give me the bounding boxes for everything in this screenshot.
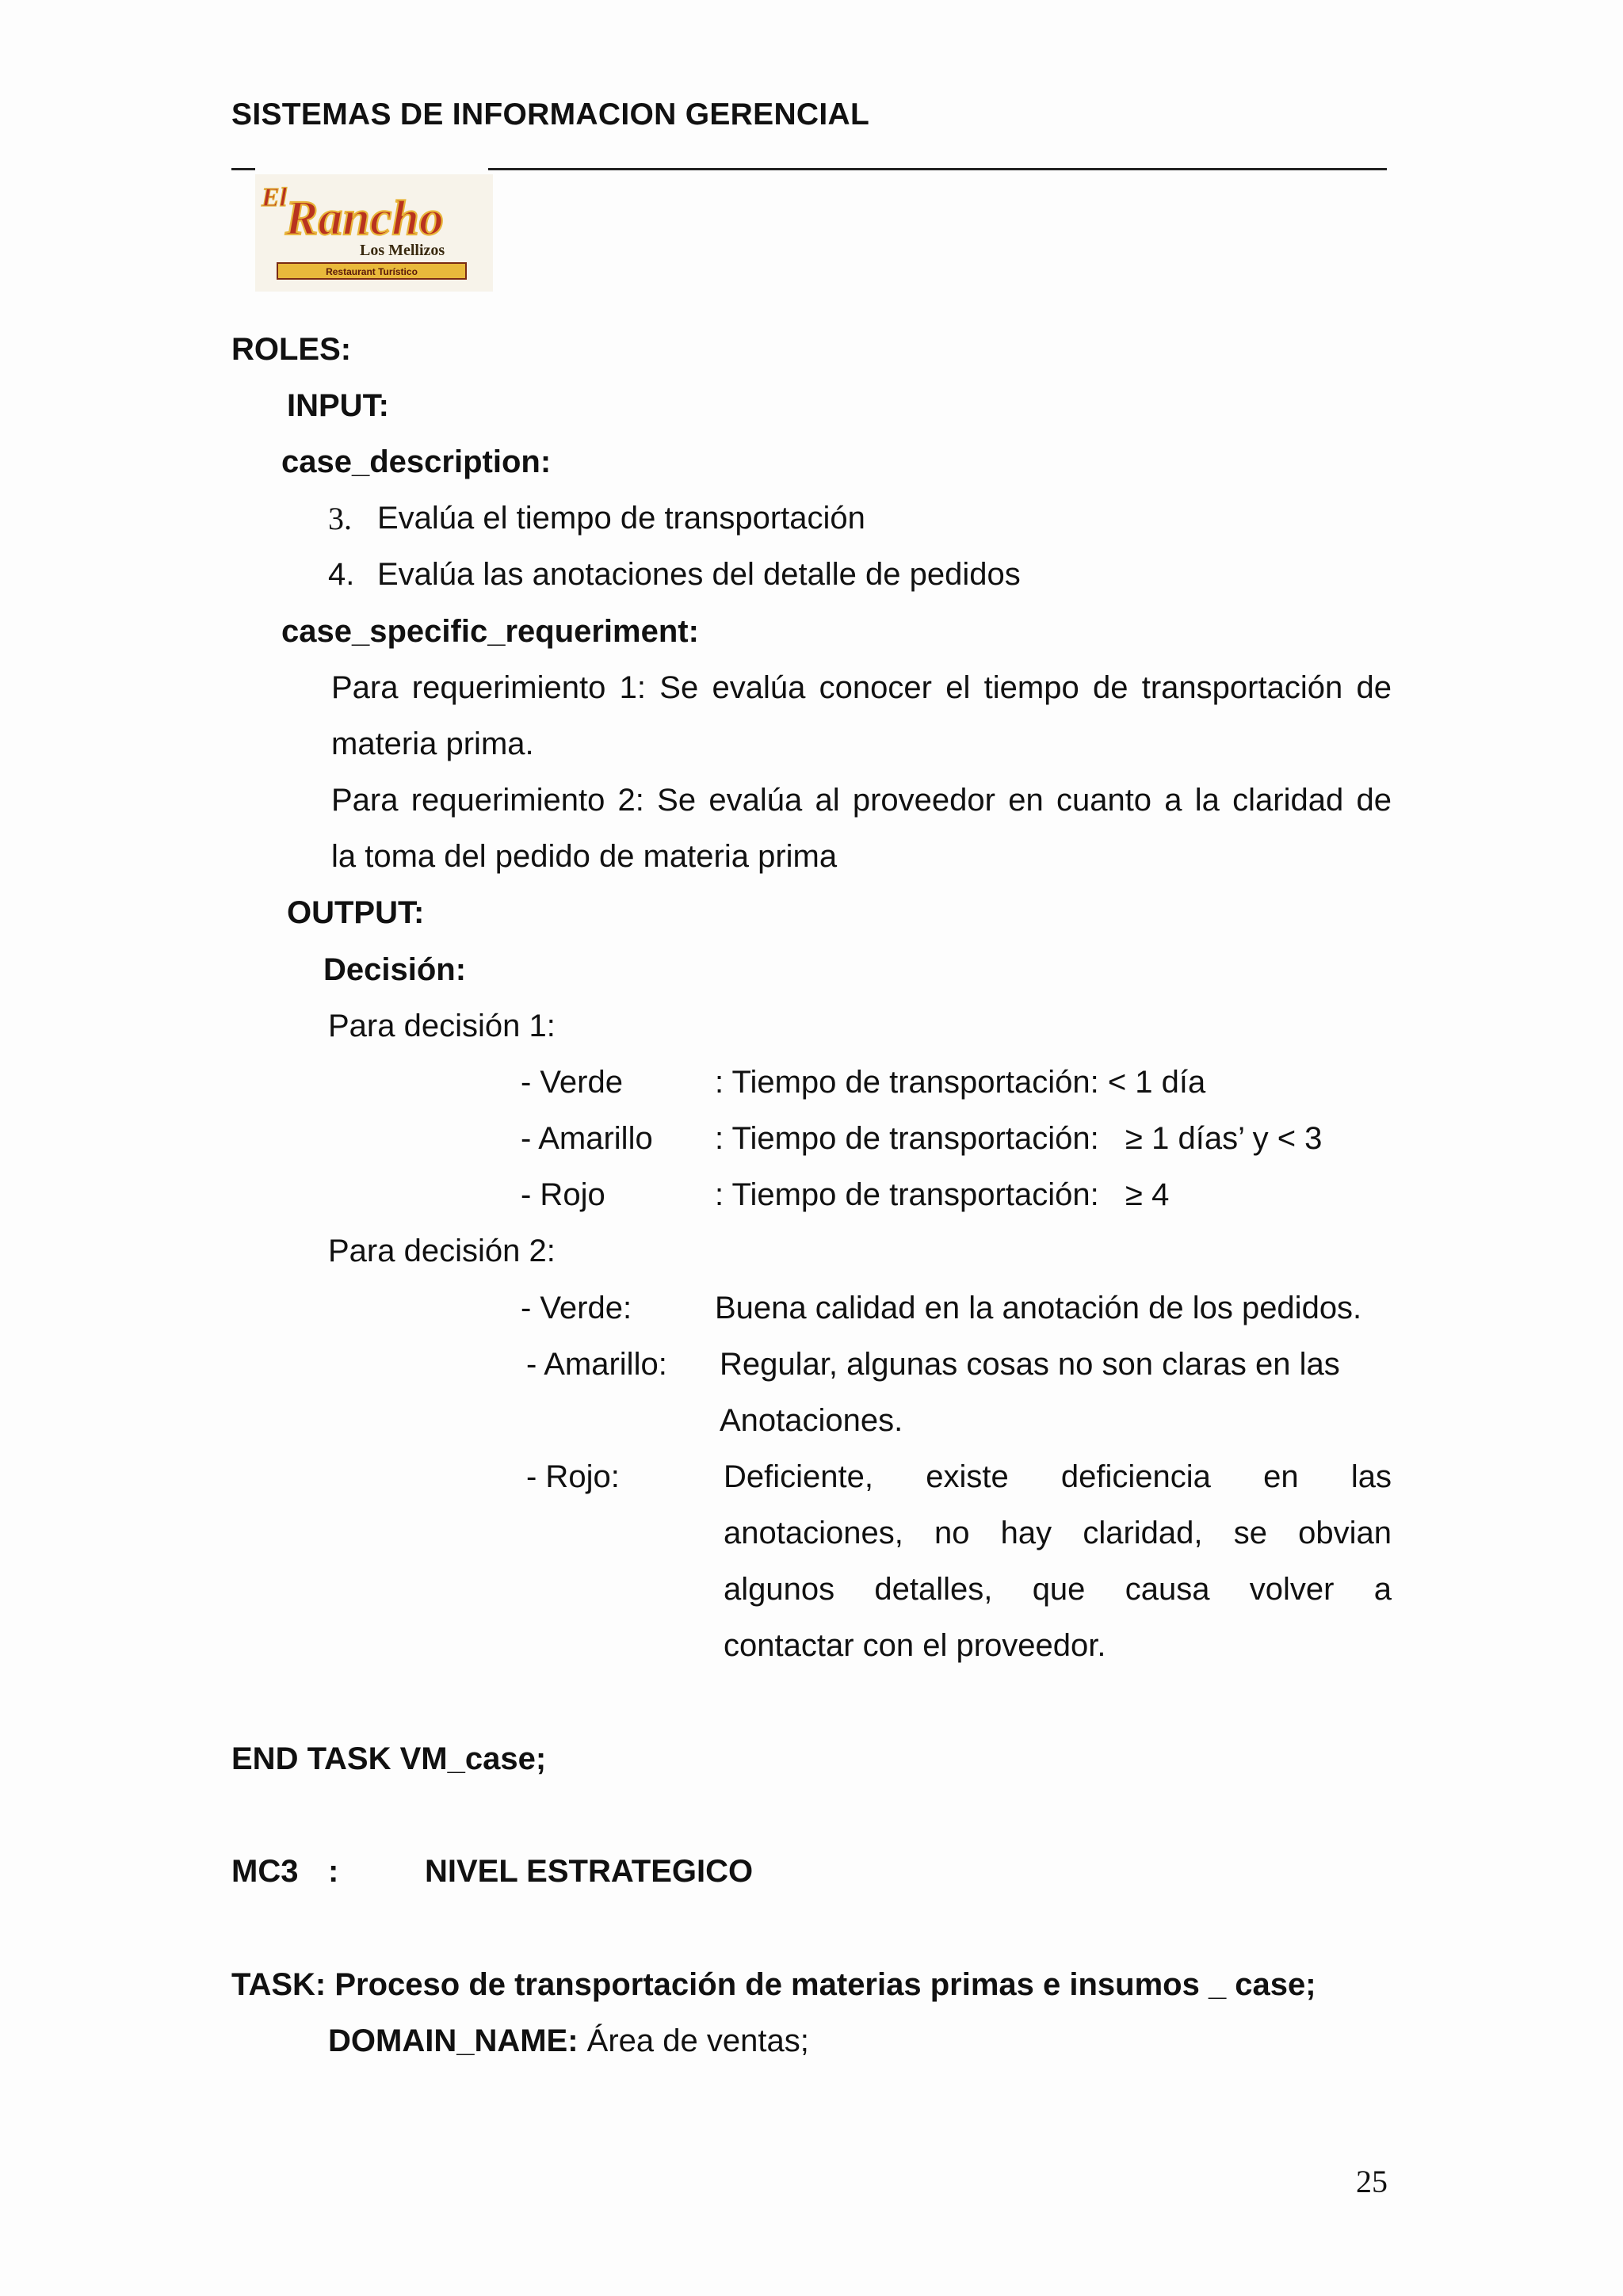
decision-2-text-rojo-4: contactar con el proveedor. (724, 1628, 1106, 1663)
logo-sub: Los Mellizos (360, 242, 445, 259)
case-description-label: case_description: (281, 444, 552, 479)
input-label: INPUT: (287, 388, 389, 423)
decision-2-text-verde: Buena calidad en la anotación de los pedidos. (715, 1291, 1362, 1325)
decision-label: Decisión: (323, 952, 467, 987)
end-task-line: END TASK VM_case; (231, 1741, 547, 1776)
decision-2-label-verde: - Verde: (521, 1291, 632, 1325)
task-line: TASK: Proceso de transportación de materias primas e insumos _ case; (231, 1967, 1316, 2002)
domain-name-label: DOMAIN_NAME: (328, 2023, 579, 2058)
mc3-title: NIVEL ESTRATEGICO (425, 1854, 754, 1889)
decision-2-label-amarillo: - Amarillo: (526, 1347, 667, 1382)
decision-1-text-verde: : Tiempo de transportación: < 1 día (715, 1065, 1206, 1100)
list-item-number: 4. (328, 557, 355, 592)
requirement-2-line-1: Para requerimiento 2: Se evalúa al proveedor en cuanto a la claridad de (331, 783, 1392, 818)
decision-2-text-amarillo-2: Anotaciones. (720, 1403, 903, 1438)
decision-2-text-rojo-2: anotaciones, no hay claridad, se obvian (724, 1516, 1392, 1550)
decision-2-text-amarillo-1: Regular, algunas cosas no son claras en las (720, 1347, 1340, 1382)
domain-name-line (328, 2022, 809, 2060)
roles-label: ROLES: (231, 332, 352, 367)
requirement-2-line-2: la toma del pedido de materia prima (331, 839, 838, 874)
list-item-text: Evalúa el tiempo de transportación (377, 501, 865, 536)
decision-2-text-rojo-3: algunos detalles, que causa volver a (724, 1572, 1392, 1607)
logo-rancho: Rancho (285, 192, 444, 246)
logo-el: El (262, 183, 288, 212)
decision-1-title: Para decisión 1: (328, 1009, 556, 1043)
decision-1-text-rojo: : Tiempo de transportación: ≥ 4 (715, 1177, 1170, 1212)
output-label: OUTPUT: (287, 895, 425, 930)
decision-1-label-verde: - Verde (521, 1065, 623, 1100)
header-rule-short (231, 168, 255, 170)
domain-name-value: Área de ventas; (578, 2023, 809, 2058)
decision-1-label-amarillo: - Amarillo (521, 1121, 653, 1156)
restaurant-logo (255, 174, 493, 292)
decision-2-text-rojo-1: Deficiente, existe deficiencia en las (724, 1459, 1392, 1494)
list-item-number: 3. (328, 501, 352, 536)
logo-tag: Restaurant Turístico (326, 266, 418, 277)
mc3-separator: : (328, 1854, 339, 1889)
mc3-code: MC3 (231, 1854, 299, 1889)
page-header-title: SISTEMAS DE INFORMACION GERENCIAL (231, 97, 870, 132)
decision-2-title: Para decisión 2: (328, 1234, 556, 1268)
requirement-1-line-1: Para requerimiento 1: Se evalúa conocer el tiempo de transportación de (331, 670, 1392, 705)
page-number: 25 (1356, 2164, 1388, 2199)
decision-1-label-rojo: - Rojo (521, 1177, 605, 1212)
decision-1-text-amarillo: : Tiempo de transportación: ≥ 1 días’ y < 3 (715, 1121, 1323, 1156)
case-specific-label: case_specific_requeriment: (281, 614, 699, 649)
list-item-text: Evalúa las anotaciones del detalle de pedidos (377, 557, 1021, 592)
header-rule-long (488, 168, 1387, 170)
requirement-1-line-2: materia prima. (331, 727, 534, 761)
decision-2-label-rojo: - Rojo: (526, 1459, 620, 1494)
